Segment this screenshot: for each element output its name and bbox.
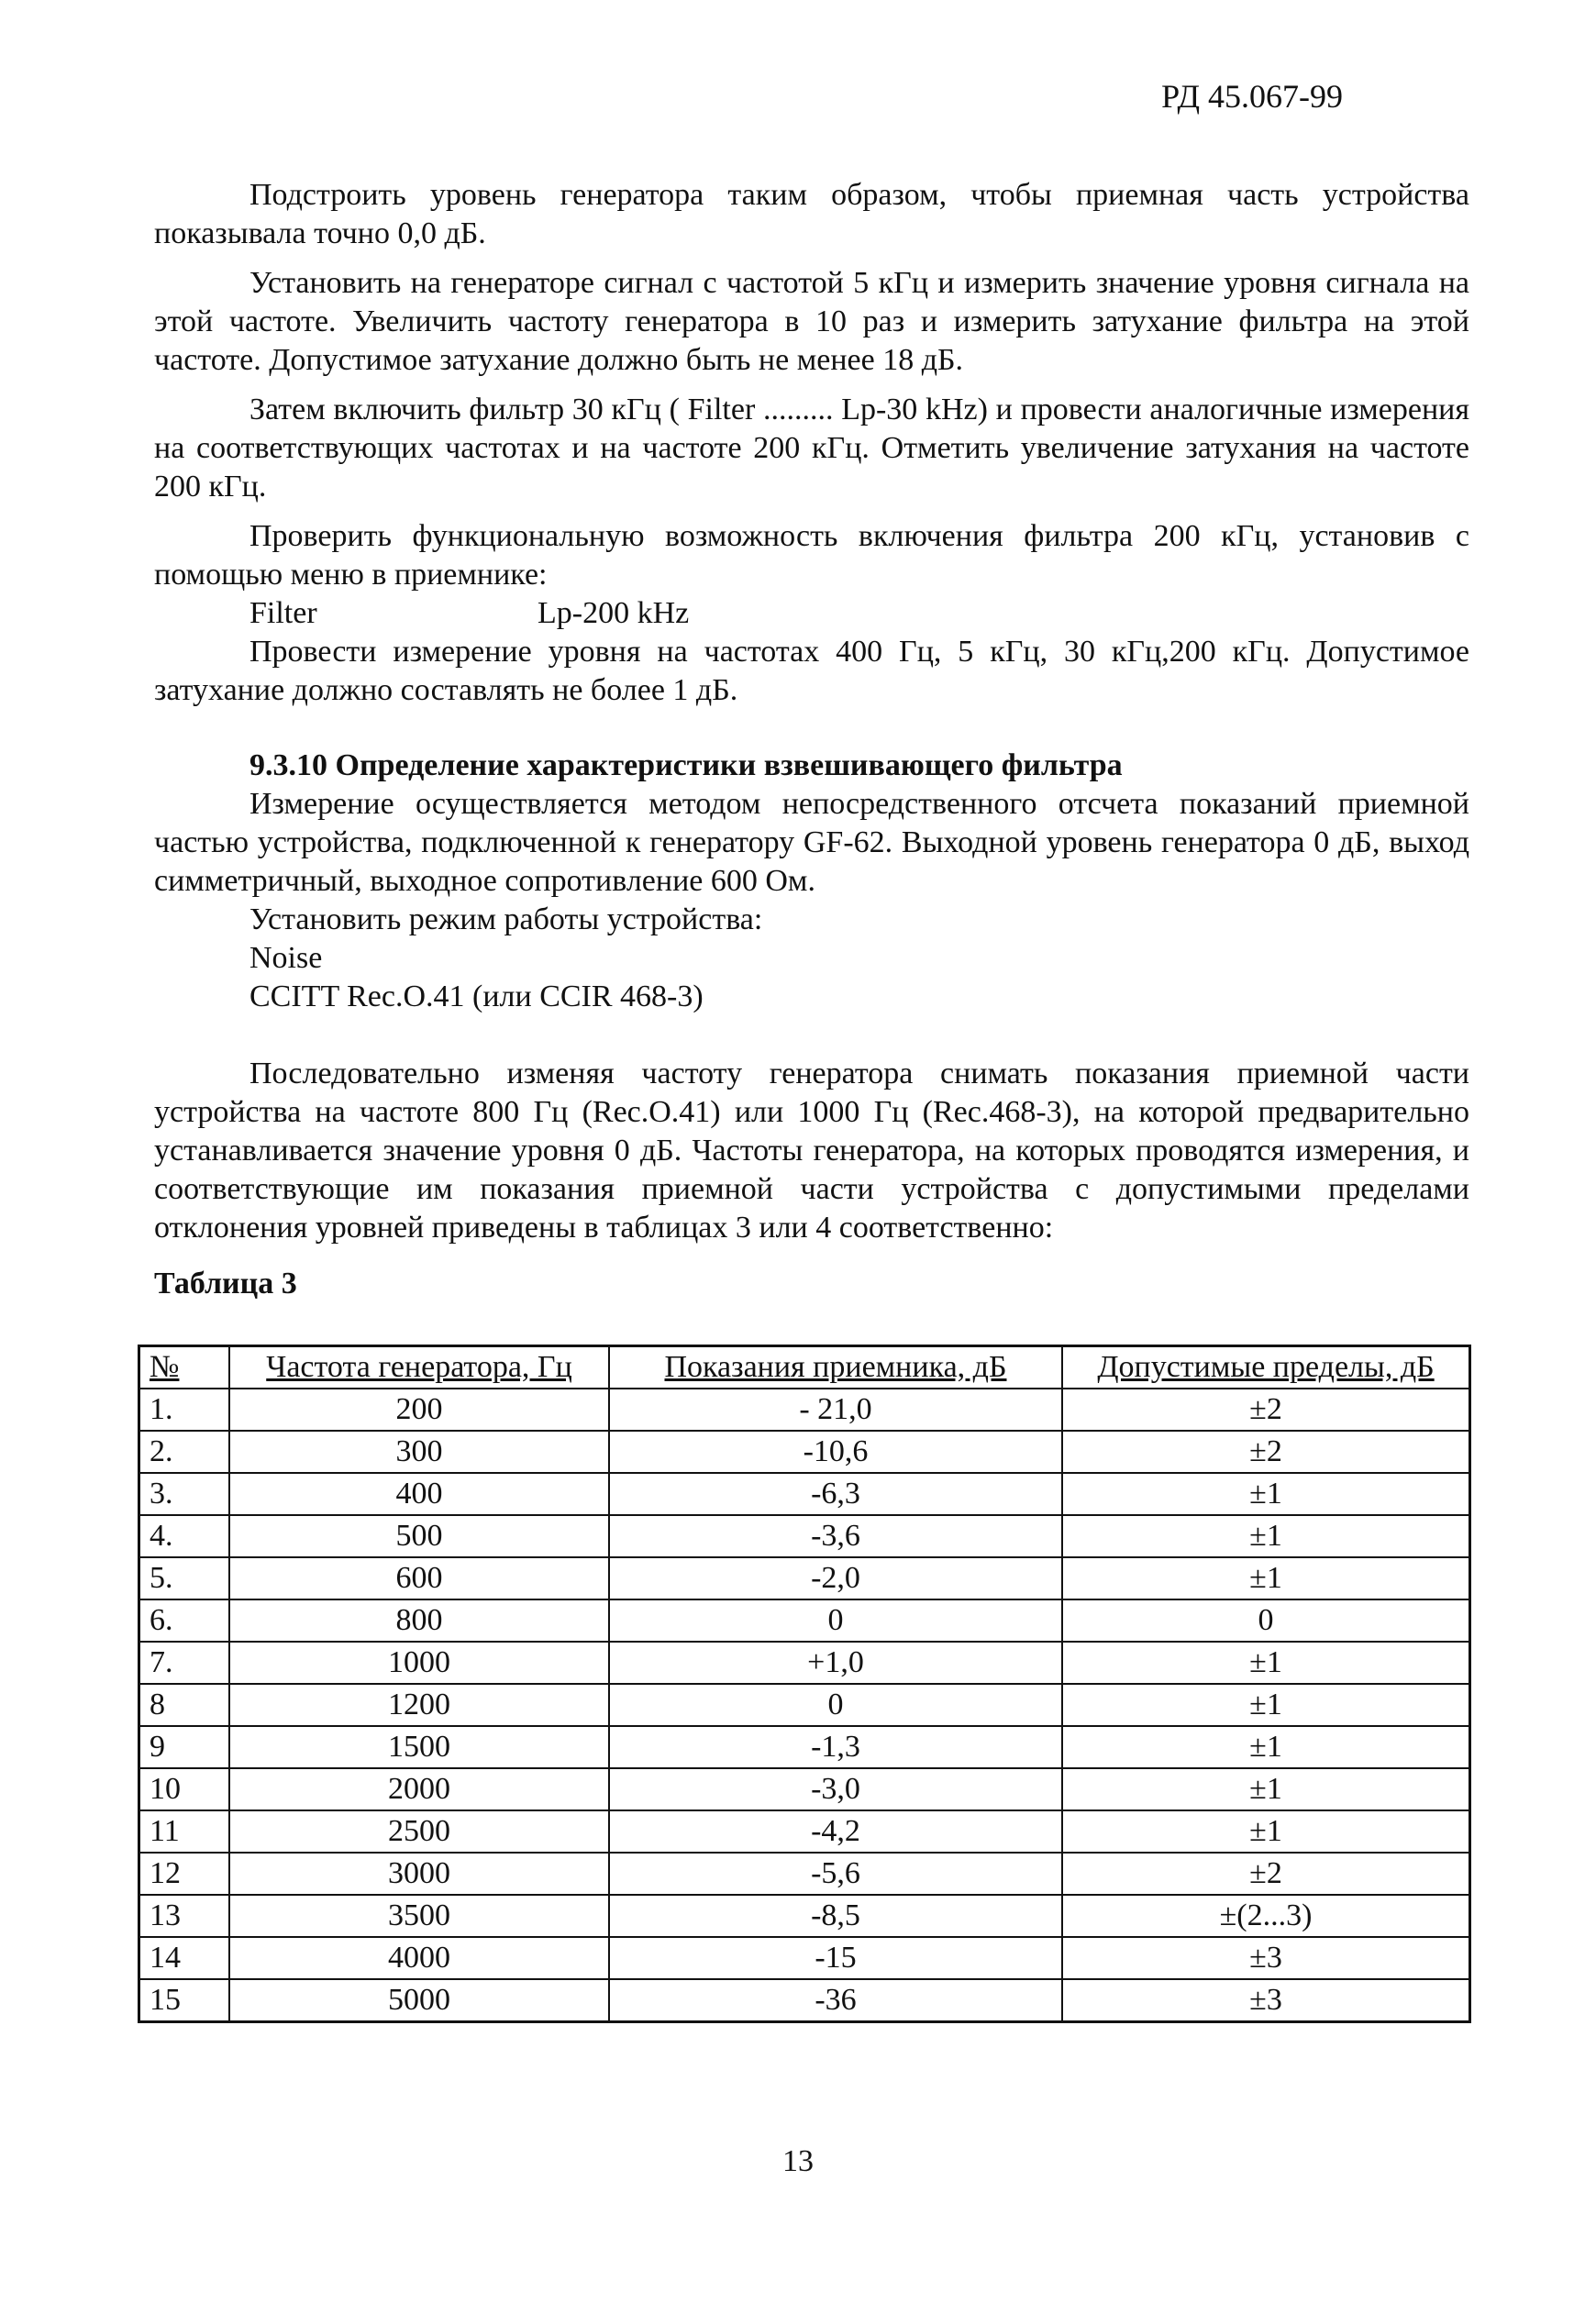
- cell-reading: -6,3: [609, 1473, 1062, 1515]
- cell-number: 7.: [139, 1642, 230, 1684]
- cell-frequency: 1500: [229, 1726, 609, 1768]
- cell-number: 2.: [139, 1431, 230, 1473]
- cell-frequency: 4000: [229, 1937, 609, 1979]
- cell-number: 6.: [139, 1599, 230, 1642]
- cell-frequency: 5000: [229, 1979, 609, 2022]
- cell-number: 12: [139, 1853, 230, 1895]
- cell-limits: ±1: [1062, 1557, 1470, 1599]
- cell-limits: ±1: [1062, 1473, 1470, 1515]
- section-paragraph-sequence: Последовательно изменяя частоту генератора снимать показания приемной части устройства на частоте 800 Гц (Rec.O.41) или 1000 Гц (Rec.468-3), на которой предварительно устанавливается значение уровня 0 дБ. Частоты генератора, на которых проводятся измерения, и соответствующие им показания приемной части устройства с допустимыми пределами отклонения уровней приведены в таблицах 3 или 4 соответственно:: [154, 1057, 1469, 1245]
- header-reading: Показания приемника, дБ: [609, 1346, 1062, 1389]
- cell-number: 9: [139, 1726, 230, 1768]
- cell-frequency: 1000: [229, 1642, 609, 1684]
- cell-number: 8: [139, 1684, 230, 1726]
- weighting-filter-table: [138, 1345, 1471, 2023]
- cell-number: 15: [139, 1979, 230, 2022]
- cell-frequency: 3000: [229, 1853, 609, 1895]
- section-heading: 9.3.10 Определение характеристики взвешивающего фильтра: [249, 748, 1123, 782]
- table-header-row: [139, 1346, 1470, 1389]
- cell-frequency: 200: [229, 1389, 609, 1431]
- table-row: [139, 1979, 1470, 2022]
- header-number: №: [139, 1346, 230, 1389]
- cell-reading: -3,6: [609, 1515, 1062, 1557]
- table-row: [139, 1557, 1470, 1599]
- cell-frequency: 1200: [229, 1684, 609, 1726]
- table-row: [139, 1515, 1470, 1557]
- cell-number: 4.: [139, 1515, 230, 1557]
- cell-frequency: 600: [229, 1557, 609, 1599]
- cell-reading: 0: [609, 1684, 1062, 1726]
- cell-frequency: 300: [229, 1431, 609, 1473]
- cell-limits: ±3: [1062, 1979, 1470, 2022]
- cell-number: 14: [139, 1937, 230, 1979]
- cell-number: 3.: [139, 1473, 230, 1515]
- table-row: [139, 1599, 1470, 1642]
- table-row: [139, 1684, 1470, 1726]
- cell-number: 1.: [139, 1389, 230, 1431]
- cell-reading: -5,6: [609, 1853, 1062, 1895]
- filter-menu-line: [154, 594, 1469, 633]
- cell-number: 13: [139, 1895, 230, 1937]
- cell-limits: ±1: [1062, 1810, 1470, 1853]
- cell-reading: +1,0: [609, 1642, 1062, 1684]
- cell-limits: 0: [1062, 1599, 1470, 1642]
- cell-frequency: 800: [229, 1599, 609, 1642]
- paragraph-200khz-check: Проверить функциональную возможность включения фильтра 200 кГц, установив с помощью меню в приемнике:: [154, 519, 1469, 592]
- cell-limits: ±2: [1062, 1389, 1470, 1431]
- cell-reading: -3,0: [609, 1768, 1062, 1810]
- filter-value: Lp-200 kHz: [538, 596, 690, 630]
- cell-limits: ±(2...3): [1062, 1895, 1470, 1937]
- cell-reading: -2,0: [609, 1557, 1062, 1599]
- table-row: [139, 1431, 1470, 1473]
- cell-limits: ±1: [1062, 1684, 1470, 1726]
- cell-reading: -10,6: [609, 1431, 1062, 1473]
- cell-limits: ±1: [1062, 1515, 1470, 1557]
- page-number: 13: [782, 2144, 814, 2178]
- cell-reading: -8,5: [609, 1895, 1062, 1937]
- table-title: Таблица 3: [154, 1267, 297, 1300]
- table-row: [139, 1642, 1470, 1684]
- cell-number: 10: [139, 1768, 230, 1810]
- cell-limits: ±2: [1062, 1853, 1470, 1895]
- document-code: РД 45.067-99: [1161, 78, 1343, 115]
- cell-frequency: 2500: [229, 1810, 609, 1853]
- table-row: [139, 1853, 1470, 1895]
- cell-limits: ±3: [1062, 1937, 1470, 1979]
- section-paragraph-method: Измерение осуществляется методом непосредственного отсчета показаний приемной частью устройства, подключенной к генератору GF-62. Выходной уровень генератора 0 дБ, выход симметричный, выходное сопротивление 600 Ом.: [154, 787, 1469, 898]
- cell-number: 11: [139, 1810, 230, 1853]
- header-frequency: Частота генератора, Гц: [229, 1346, 609, 1389]
- paragraph-30khz-filter: Затем включить фильтр 30 кГц ( Filter ......... Lp-30 kHz) и провести аналогичные измерения на соответствующих частотах и на частоте 200 кГц. Отметить увеличение затухания на частоте 200 кГц.: [154, 393, 1469, 504]
- filter-label: Filter: [249, 596, 317, 630]
- cell-reading: -4,2: [609, 1810, 1062, 1853]
- cell-limits: ±1: [1062, 1642, 1470, 1684]
- cell-reading: -1,3: [609, 1726, 1062, 1768]
- cell-limits: ±1: [1062, 1726, 1470, 1768]
- table-row: [139, 1895, 1470, 1937]
- cell-reading: -15: [609, 1937, 1062, 1979]
- cell-frequency: 2000: [229, 1768, 609, 1810]
- cell-reading: - 21,0: [609, 1389, 1062, 1431]
- mode-noise: Noise: [249, 941, 323, 975]
- cell-number: 5.: [139, 1557, 230, 1599]
- table-row: [139, 1473, 1470, 1515]
- paragraph-adjust-level: Подстроить уровень генератора таким образом, чтобы приемная часть устройства показывала точно 0,0 дБ.: [154, 178, 1469, 250]
- cell-reading: -36: [609, 1979, 1062, 2022]
- paragraph-level-measure: Провести измерение уровня на частотах 400 Гц, 5 кГц, 30 кГц,200 кГц. Допустимое затухание должно составлять не более 1 дБ.: [154, 635, 1469, 707]
- cell-limits: ±1: [1062, 1768, 1470, 1810]
- cell-frequency: 3500: [229, 1895, 609, 1937]
- header-limits: Допустимые пределы, дБ: [1062, 1346, 1470, 1389]
- cell-frequency: 400: [229, 1473, 609, 1515]
- mode-ccitt: CCITT Rec.O.41 (или CCIR 468-3): [249, 979, 704, 1013]
- cell-limits: ±2: [1062, 1431, 1470, 1473]
- table-row: [139, 1768, 1470, 1810]
- document-body: [154, 176, 1469, 1247]
- section-paragraph-set-mode: Установить режим работы устройства:: [249, 902, 763, 936]
- table-row: [139, 1726, 1470, 1768]
- paragraph-5khz-measure: Установить на генераторе сигнал с частотой 5 кГц и измерить значение уровня сигнала на этой частоте. Увеличить частоту генератора в 10 раз и измерить затухание фильтра на этой частоте. Допустимое затухание должно быть не менее 18 дБ.: [154, 266, 1469, 377]
- table-row: [139, 1389, 1470, 1431]
- table-row: [139, 1810, 1470, 1853]
- cell-frequency: 500: [229, 1515, 609, 1557]
- cell-reading: 0: [609, 1599, 1062, 1642]
- table-row: [139, 1937, 1470, 1979]
